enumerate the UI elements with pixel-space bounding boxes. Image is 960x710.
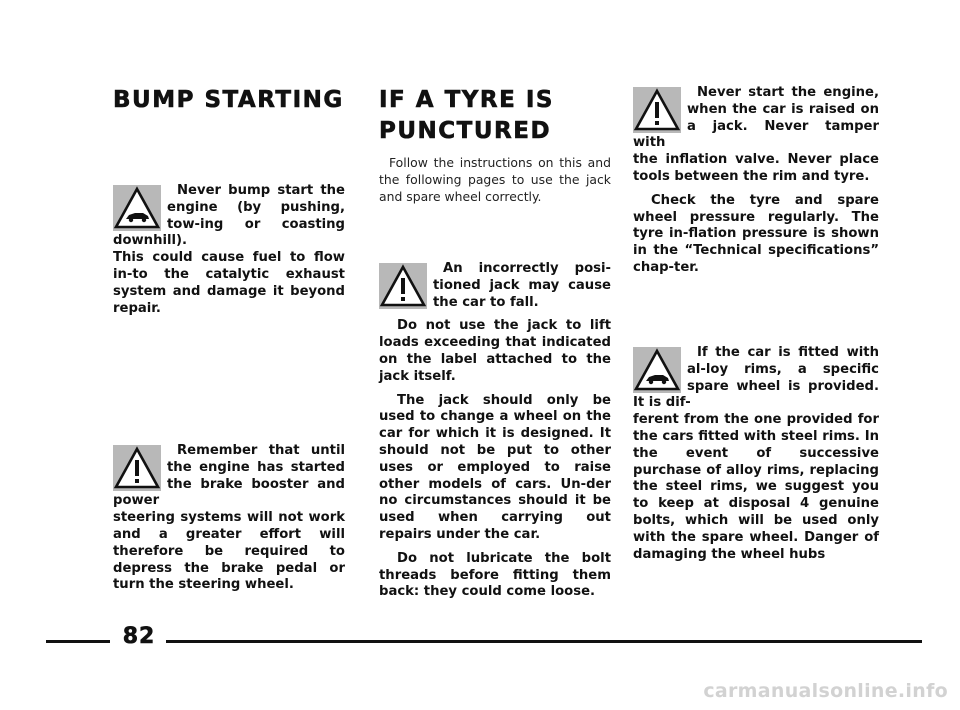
warning-body-text: steering systems will not work and a greater effort will therefore be required to depress the brake pedal or turn the steering wheel. — [113, 510, 345, 593]
watermark: carmanualsonline.info — [703, 680, 948, 702]
warning-block-brake-booster — [113, 443, 345, 594]
warning-lead-text: Never bump start the engine (by pushing, tow-ing or coasting downhill). — [113, 183, 345, 249]
page-footer — [0, 622, 960, 662]
warning-lead-text: An incorrectly posi-tioned jack may cause the car to fall. — [433, 261, 611, 310]
warning-block-raised-car — [633, 85, 879, 277]
warning-body-text: This could cause fuel to flow in-to the catalytic exhaust system and damage it beyond repair. — [113, 250, 345, 316]
left-column — [113, 85, 345, 593]
warning-exclamation-icon — [633, 87, 681, 133]
warning-lead-text: If the car is fitted with al-loy rims, a specific spare wheel is provided. It is dif- — [633, 345, 879, 411]
warning-paragraph: The jack should only be used to change a wheel on the car for which it is designed. It should not be put to other uses or employed to raise other models of cars. Un-der no circumstances should it be used when carrying out repairs under the car. — [379, 392, 611, 542]
section-heading-tyre-punctured — [379, 85, 611, 147]
heading-line-1: IF A TYRE IS — [379, 87, 554, 113]
warning-car-icon — [113, 185, 161, 231]
warning-lead-text: Remember that until the engine has started the brake booster and power — [113, 443, 345, 509]
warning-exclamation-icon — [113, 445, 161, 491]
warning-block-jack — [379, 261, 611, 601]
warning-paragraph: Do not use the jack to lift loads exceeding that indicated on the label attached to the jack itself. — [379, 318, 611, 384]
warning-block-bump-start — [113, 183, 345, 317]
footer-rule-left — [46, 640, 110, 643]
page-number: 82 — [122, 624, 156, 649]
middle-column — [379, 85, 611, 600]
warning-body-text: ferent from the one provided for the cars fitted with steel rims. In the event of successive purchase of alloy rims, replacing the steel rims, we suggest you to keep at disposal 4 genuine bolts, which will be used only with the spare wheel. Danger of damaging the wheel hubs — [633, 412, 879, 562]
warning-block-alloy-rims — [633, 345, 879, 563]
warning-car-icon — [633, 347, 681, 393]
warning-paragraph: Check the tyre and spare wheel pressure regularly. The tyre in-flation pressure is shown in the “Technical specifications” chap-ter. — [633, 192, 879, 275]
footer-rule-right — [166, 640, 922, 643]
warning-lead-text: Never start the engine, when the car is raised on a jack. Never tamper with — [633, 85, 879, 151]
warning-paragraph: Do not lubricate the bolt threads before fitting them back: they could come loose. — [379, 550, 611, 600]
heading-line-2: PUNCTURED — [379, 118, 552, 144]
warning-body-text: the inflation valve. Never place tools between the rim and tyre. — [633, 152, 879, 184]
section-heading-bump-starting: BUMP STARTING — [113, 87, 344, 113]
warning-exclamation-icon — [379, 263, 427, 309]
intro-paragraph: Follow the instructions on this and the following pages to use the jack and spare wheel correctly. — [379, 155, 611, 204]
